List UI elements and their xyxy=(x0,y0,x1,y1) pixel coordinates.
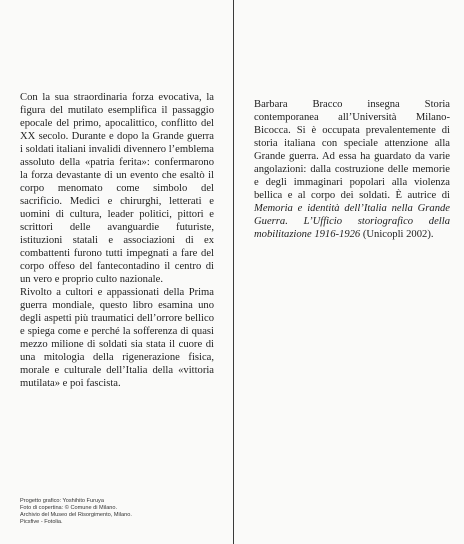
credit-line: Picsfive - Fotolia. xyxy=(20,519,63,525)
author-bio-paragraph xyxy=(254,98,450,241)
credit-line: Progetto grafico: Yoshihito Furuya xyxy=(20,498,104,504)
author-bio-intro: Barbara Bracco insegna Storia contemporanea all’Università Milano-Bicocca. Si è occupata prevalentemente di storia italiana con speciale attenzione alla Grande guerra. Ad essa ha guardato da varie angolazioni: dalla costruzione delle memorie e degli immaginari popolari alla violenza bellica e al corpo dei soldati. È autrice di xyxy=(254,99,450,201)
left-flap-blurb xyxy=(20,91,214,390)
design-credits xyxy=(20,498,220,526)
blurb-paragraph-2: Rivolto a cultori e appassionati della Prima guerra mondiale, questo libro esamina uno degli aspetti più traumatici dell’orrore bellico e spiega come e perché la sofferenza di quasi mezzo milione di soldati sia stata il cuore di una mitologia della rigenerazione fisica, morale e culturale dell’Italia della «vittoria mutilata» e poi fascista. xyxy=(20,287,214,389)
flap-fold-line xyxy=(233,0,234,544)
credit-line: Archivio del Museo del Risorgimento, Milano. xyxy=(20,512,132,518)
credit-line: Foto di copertina: © Comune di Milano. xyxy=(20,505,118,511)
blurb-paragraph-1: Con la sua straordinaria forza evocativa, la figura del mutilato esemplifica il passaggio epocale del primo, apocalittico, conflitto del XX secolo. Durante e dopo la Grande guerra i soldati italiani invalidi divennero l’emblema assoluto della «patria ferita»: confermarono la forza devastante di un evento che esaltò il corpo menomato come simbolo del sacrificio. Medici e chirurghi, letterati e uomini di cultura, leader politici, pittori e scrittori delle avanguardie futuriste, istituzioni statali e associazioni di ex combattenti furono tutti impegnati a fare del corpo offeso del fantecontadino il centro di un vero e proprio culto nazionale. xyxy=(20,92,214,285)
author-book-title: Memoria e identità dell’Italia nella Grande Guerra. L’Ufficio storiografico della mobilitazione 1916-1926 xyxy=(254,203,450,240)
author-bio-outro: (Unicopli 2002). xyxy=(360,229,434,240)
right-flap-author-bio xyxy=(254,98,450,241)
